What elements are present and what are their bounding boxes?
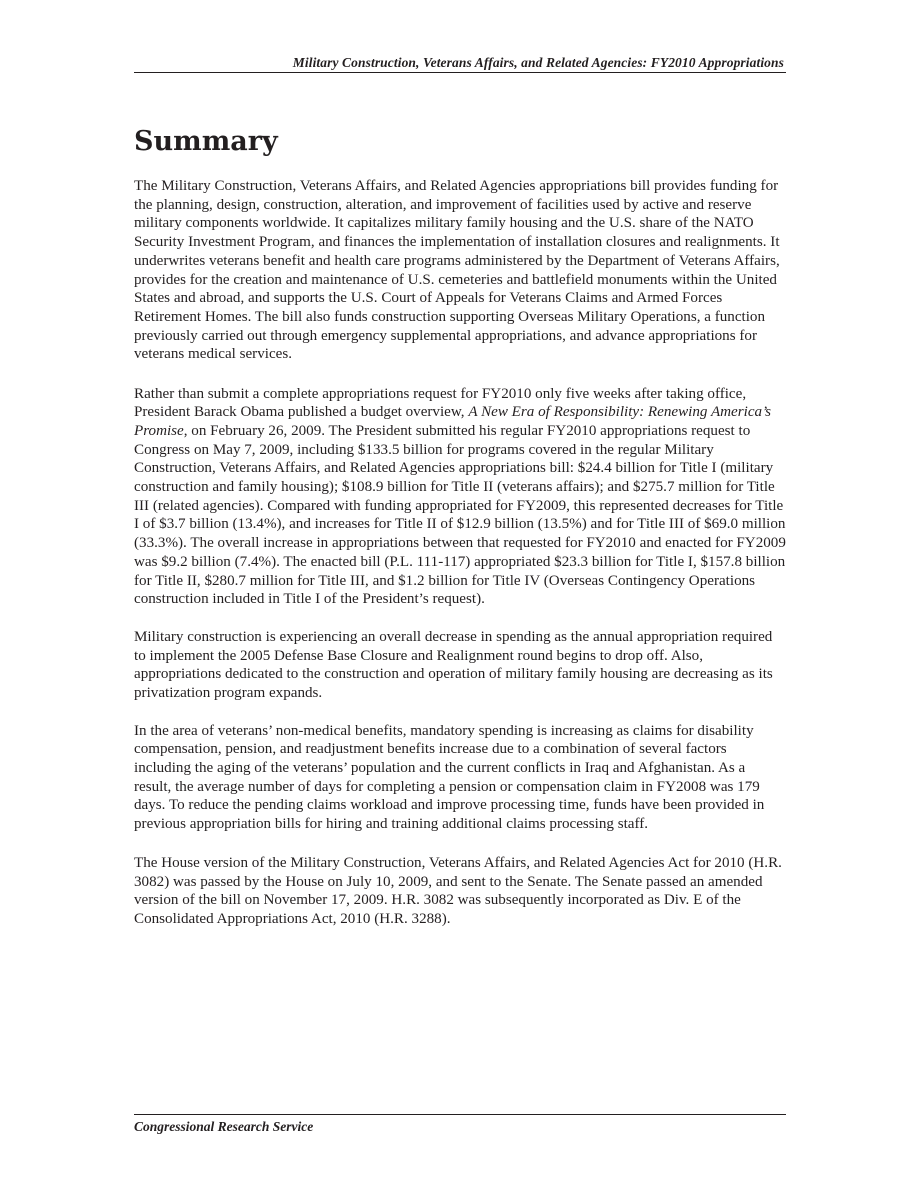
paragraph-budget-request-intro: Rather than submit a complete appropriations request for FY2010 only five weeks after taking office, President Barack Obama published a budget overview,	[134, 385, 747, 421]
paragraph-military-construction: Military construction is experiencing an overall decrease in spending as the annual appropriation required to implement the 2005 Defense Base Closure and Realignment round begins to drop off. Also, appropriations dedicated to the construction and operation of military family housing are decreasing as its privatization program expands.	[134, 628, 773, 701]
paragraph-budget-request	[134, 385, 786, 609]
running-header: Military Construction, Veterans Affairs, and Related Agencies: FY2010 Appropriations	[292, 55, 784, 70]
summary-body	[134, 177, 786, 948]
paragraph-scope: The Military Construction, Veterans Affairs, and Related Agencies appropriations bill provides funding for the planning, design, construction, alteration, and improvement of facilities used by active and reserve military components worldwide. It capitalizes military family housing and the U.S. share of the NATO Security Investment Program, and finances the implementation of installation closures and realignments. It underwrites veterans benefit and health care programs administered by the Department of Veterans Affairs, provides for the creation and maintenance of U.S. cemeteries and battlefield monuments within the United States and abroad, and supports the U.S. Court of Appeals for Veterans Claims and Armed Forces Retirement Homes. The bill also funds construction supporting Overseas Military Operations, a function previously carried out through emergency supplemental appropriations, and advance appropriations for veterans medical services.	[134, 178, 780, 363]
paragraph-budget-request-details: , on February 26, 2009. The President submitted his regular FY2010 appropriations request to Congress on May 7, 2009, including $133.5 billion for programs covered in the regular Military Construction, Veterans Affairs, and Related Agencies appropriations bill: $24.4 billion for Title I (military construction and family housing); $108.9 billion for Title II (veterans affairs); and $275.7 million for Title III (related agencies). Compared with funding appropriated for FY2009, this represented decreases for Title I of $3.7 billion (13.4%), and increases for Title II of $12.9 billion (13.5%) and for Title III of $69.0 million (33.3%). The overall increase in appropriations between that requested for FY2010 and enacted for FY2009 was $9.2 billion (7.4%). The enacted bill (P.L. 111-117) appropriated $23.3 billion for Title I, $157.8 billion for Title II, $280.7 million for Title III, and $1.2 billion for Title IV (Overseas Contingency Operations construction included in Title I of the President’s request).	[134, 422, 786, 608]
header-divider	[134, 72, 786, 73]
budget-overview-title: A New Era of Responsibility: Renewing America’s Promise	[134, 404, 772, 439]
page-title: Summary	[134, 126, 278, 157]
paragraph-legislative-status: The House version of the Military Construction, Veterans Affairs, and Related Agencies Act for 2010 (H.R. 3082) was passed by the House on July 10, 2009, and sent to the Senate. The Senate passed an amended version of the bill on November 17, 2009. H.R. 3082 was subsequently incorporated as Div. E of the Consolidated Appropriations Act, 2010 (H.R. 3288).	[134, 855, 782, 928]
footer-divider	[134, 1114, 786, 1115]
paragraph-veterans-benefits: In the area of veterans’ non-medical benefits, mandatory spending is increasing as claims for disability compensation, pension, and readjustment benefits increase due to a combination of several factors including the aging of the veterans’ population and the current conflicts in Iraq and Afghanistan. As a result, the average number of days for completing a pension or compensation claim in FY2008 was 179 days. To reduce the pending claims workload and improve processing time, funds have been provided in previous appropriation bills for hiring and training additional claims processing staff.	[134, 722, 765, 833]
footer-source: Congressional Research Service	[134, 1119, 314, 1134]
